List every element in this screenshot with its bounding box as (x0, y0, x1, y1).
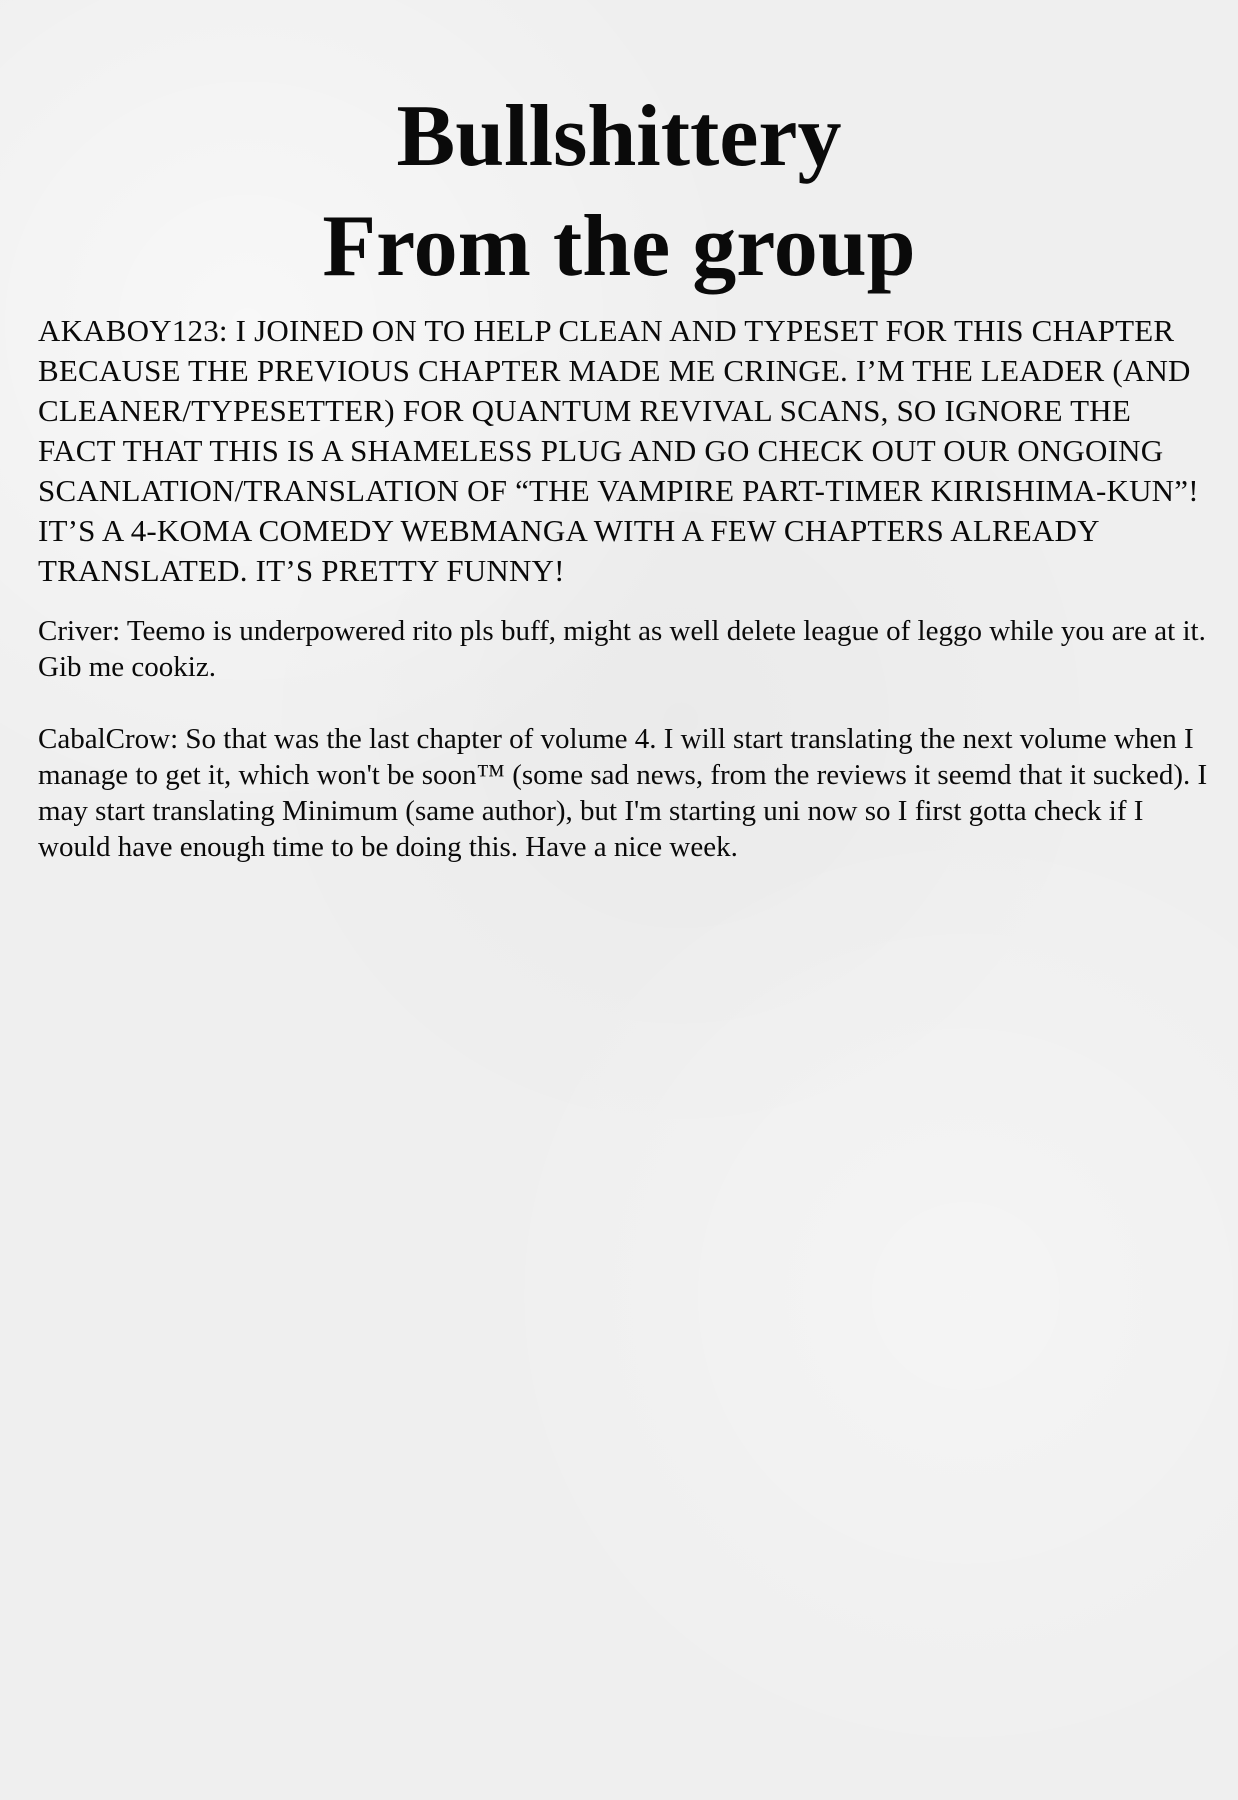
title-line-2: From the group (322, 198, 916, 295)
page-title (0, 82, 1238, 302)
notes-section (38, 311, 1208, 865)
note-cabalcrow: CabalCrow: So that was the last chapter of volume 4. I will start translating the next volume when I manage to get it, which won't be soon™ (some sad news, from the reviews it seemd that it sucked). I may start translating Minimum (same author), but I'm starting uni now so I first gotta check if I would have enough time to be doing this. Have a nice week. (38, 723, 1208, 863)
note-akaboy123: AKABOY123: I JOINED ON TO HELP CLEAN AND TYPESET FOR THIS CHAPTER BECAUSE THE PREVIOUS CHAPTER MADE ME CRINGE. I’M THE LEADER (AND CLEANER/TYPESETTER) FOR QUANTUM REVIVAL SCANS, SO IGNORE THE FACT THAT THIS IS A SHAMELESS PLUG AND GO CHECK OUT OUR ONGOING SCANLATION/TRANSLATION OF “THE VAMPIRE PART-TIMER KIRISHIMA-KUN”! IT’S A 4-KOMA COMEDY WEBMANGA WITH A FEW CHAPTERS ALREADY TRANSLATED. IT’S PRETTY FUNNY! (38, 313, 1199, 588)
title-line-1: Bullshittery (396, 88, 842, 185)
note-criver: Criver: Teemo is underpowered rito pls buff, might as well delete league of leggo while you are at it. Gib me cookiz. (38, 615, 1206, 683)
